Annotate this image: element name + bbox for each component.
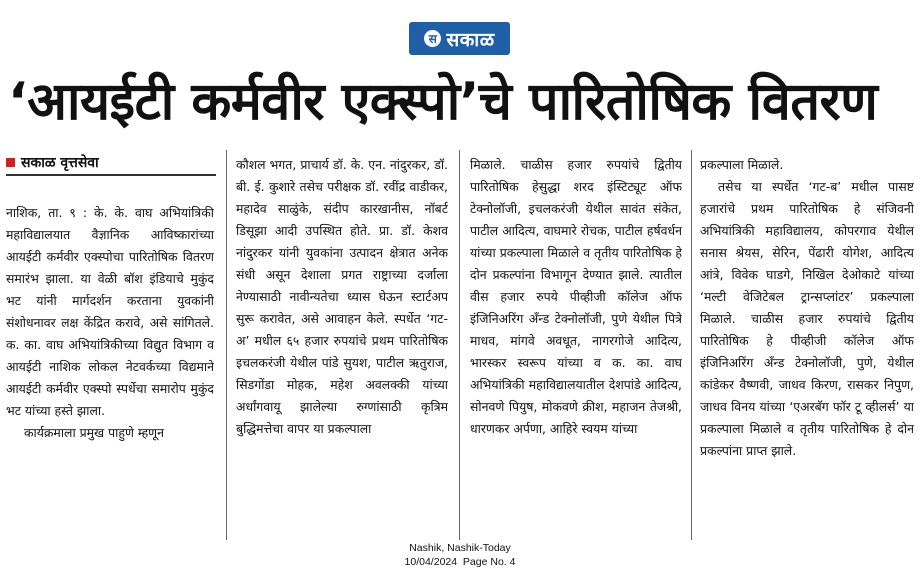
page-footer <box>0 541 920 569</box>
paragraph: नाशिक, ता. ९ : के. के. वाघ अभियांत्रिकी महाविद्यालयात वैज्ञानिक आविष्कारांच्या आयईटी कर्मवीर एक्स्पोचा पारितोषिक वितरण समारंभ झाला. या वेळी बॉश इंडियाचे मुकुंद भट यांनी मार्गदर्शन करताना युवकांनी संशोधनावर लक्ष केंद्रित करावे, असे सांगितले. क. का. वाघ अभियांत्रिकीच्या विद्युत विभाग व आयईटी नाशिक लोकल नेटवर्कच्या विद्यमाने आयईटी कर्मवीर एक्स्पो स्पर्धेचा समारोप मुकुंद भट यांच्या हस्ते झाला. <box>6 205 214 418</box>
column-divider <box>226 150 227 540</box>
article-column-4 <box>700 154 914 540</box>
footer-date-page: 10/04/2024 Page No. 4 <box>404 556 516 568</box>
byline-square-icon <box>6 158 15 167</box>
article-column-1 <box>6 202 214 542</box>
sakal-logo <box>409 22 510 55</box>
paragraph: प्रकल्पाला मिळाले. <box>700 157 784 172</box>
footer-edition: Nashik, Nashik-Today <box>409 542 511 554</box>
column-divider <box>459 150 460 540</box>
paragraph: कौशल भगत, प्राचार्य डॉ. के. एन. नांदुरकर, डॉ. बी. ई. कुशारे तसेच परीक्षक डॉ. रवींद्र वाडीकर, महादेव साळुंके, संदीप कारखानीस, नॉबर्ट डिसूझा आदी उपस्थित होते. प्रा. डॉ. केशव नांदुरकर यांनी युवकांना उत्पादन क्षेत्रात अनेक संधी असून देशाला प्रगत राष्ट्राच्या दर्जाला नेण्यासाठी नावीन्यतेचा ध्यास घेऊन स्टार्टअप सुरू करावेत, असे आवाहन केले. स्पर्धेत ‘गट-अ’ मधील ६५ हजार रुपयांचे प्रथम पारितोषिक इचलकरंजी येथील पांडे सुयश, पाटील ऋतुराज, सिडगोंडा मोहक, महेश अवलक्की यांच्या अर्धांगवायू झालेल्या रुग्णांसाठी कृत्रिम बुद्धिमत्तेचा वापर या प्रकल्पाला <box>236 157 448 436</box>
paragraph: तसेच या स्पर्धेत ‘गट-ब’ मधील पासष्ट हजारांचे प्रथम पारितोषिक हे संजिवनी अभियांत्रिकी महाविद्यालय, कोपरगाव येथील सनास श्रेयस, सेरिन, पेंढारी योगेश, आदित्य आंत्रे, विवेक घाडगे, निखिल देओकाटे यांच्या ‘मल्टी वेजिटेबल ट्रान्सप्लांटर’ प्रकल्पाला मिळाले. चाळीस हजार रुपयांचे द्वितीय पारितोषिक हे पीव्हीजी कॉलेज ऑफ इंजिनिअरिंग अँन्ड टेक्नोलॉजी, पुणे, येथील कांडेकर वैष्णवी, जाधव किरण, रासकर निपुण, जाधव विनय यांच्या ‘एअरबॅग फॉर टू व्हीलर्स’ या प्रकल्पाला मिळाले व तृतीय पारितोषिक हे दोन प्रकल्पांना प्राप्त झाले. <box>700 179 914 458</box>
logo-text: सकाळ <box>446 28 495 51</box>
logo-emblem-icon: स <box>424 30 441 47</box>
article-column-3 <box>470 154 682 540</box>
byline <box>6 152 99 172</box>
byline-text: सकाळ वृत्तसेवा <box>21 154 99 171</box>
paragraph: मिळाले. चाळीस हजार रुपयांचे द्वितीय पारितोषिक हेसुद्धा शरद इंस्टिट्यूट ऑफ टेक्नोलॉजी, इचलकरंजी येथील सावंत संकेत, पाटील आदित्य, वाघमारे रोचक, पाटील हर्षवर्धन यांच्या प्रकल्पाला मिळाले व तृतीय पारितोषिक हे दोन प्रकल्पांना विभागून देण्यात झाले. त्यातील वीस हजार रुपये पीव्हीजी कॉलेज ऑफ इंजिनिअरिंग अँन्ड टेक्नोलॉजी, पुणे येथील पित्रे माधव, मांगवे अवधूत, नागरगोजे आदित्य, भारस्कर स्वरूप यांच्या व क. का. वाघ अभियांत्रिकी महाविद्यालयातील देशपांडे आदित्य, सोनवणे पियुष, मोकवणे क्रीश, महाजन तेजश्री, धारणकर अर्पणा, आहिरे स्वयम यांच्या <box>470 157 682 436</box>
column-divider <box>691 150 692 540</box>
byline-divider <box>6 174 216 176</box>
article-headline: ‘आयईटी कर्मवीर एक्स्पो’चे पारितोषिक वितरण <box>8 72 878 132</box>
paragraph: कार्यक्रमाला प्रमुख पाहुणे म्हणून <box>24 425 165 440</box>
article-column-2 <box>236 154 448 540</box>
